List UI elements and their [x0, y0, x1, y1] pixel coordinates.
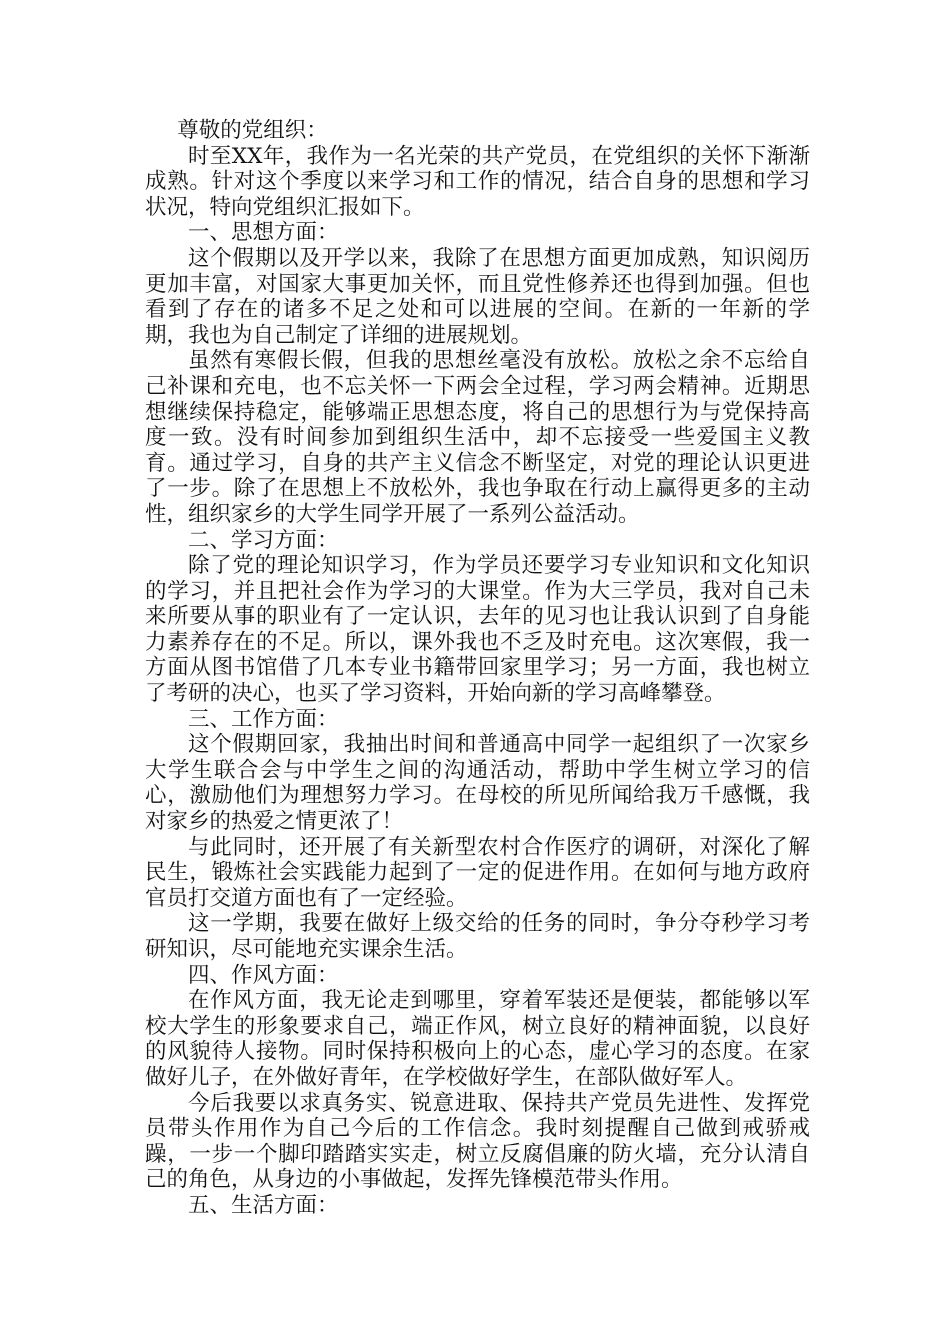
section-heading-style: 四、作风方面： — [188, 962, 339, 988]
intro-paragraph: 时至XX年，我作为一名光荣的共产党员，在党组织的关怀下渐渐成熟。针对这个季度以来学习和工作的情况，结合自身的思想和学习状况，特向党组织汇报如下。 — [145, 143, 810, 220]
work-paragraph-1: 这个假期回家，我抽出时间和普通高中同学一起组织了一次家乡大学生联合会与中学生之间的沟通活动，帮助中学生树立学习的信心，激励他们为理想努力学习。在母校的所见所闻给我万千感慨，我对家乡的热爱之情更浓了！ — [145, 732, 810, 835]
thought-paragraph-1: 这个假期以及开学以来，我除了在思想方面更加成熟，知识阅历更加丰富，对国家大事更加关怀，而且党性修养还也得到加强。但也看到了存在的诸多不足之处和可以进展的空间。在新的一年新的学期，我也为自己制定了详细的进展规划。 — [145, 245, 810, 348]
section-heading-work: 三、工作方面： — [188, 706, 339, 732]
section-heading-thought: 一、思想方面： — [188, 220, 339, 246]
thought-paragraph-2: 虽然有寒假长假，但我的思想丝毫没有放松。放松之余不忘给自己补课和充电，也不忘关怀一下两会全过程，学习两会精神。近期思想继续保持稳定，能够端正思想态度，将自己的思想行为与党保持高度一致。没有时间参加到组织生活中，却不忘接受一些爱国主义教育。通过学习，自身的共产主义信念不断坚定，对党的理论认识更进了一步。除了在思想上不放松外，我也争取在行动上赢得更多的主动性，组织家乡的大学生同学开展了一系列公益活动。 — [145, 348, 810, 527]
style-paragraph-1: 在作风方面，我无论走到哪里，穿着军装还是便装，都能够以军校大学生的形象要求自己，端正作风，树立良好的精神面貌，以良好的风貌待人接物。同时保持积极向上的心态，虚心学习的态度。在家做好儿子，在外做好青年，在学校做好学生，在部队做好军人。 — [145, 988, 810, 1090]
work-paragraph-2: 与此同时，还开展了有关新型农村合作医疗的调研，对深化了解民生，锻炼社会实践能力起到了一定的促进作用。在如何与地方政府官员打交道方面也有了一定经验。 — [145, 834, 810, 911]
section-heading-study: 二、学习方面： — [188, 527, 339, 553]
section-heading-life: 五、生活方面： — [188, 1192, 339, 1218]
salutation: 尊敬的党组织： — [177, 118, 328, 143]
study-paragraph: 除了党的理论知识学习，作为学员还要学习专业知识和文化知识的学习，并且把社会作为学习的大课堂。作为大三学员，我对自己未来所要从事的职业有了一定认识，去年的见习也让我认识到了自身能力素养存在的不足。所以，课外我也不乏及时充电。这次寒假，我一方面从图书馆借了几本专业书籍带回家里学习；另一方面，我也树立了考研的决心，也买了学习资料，开始向新的学习高峰攀登。 — [145, 553, 810, 707]
style-paragraph-2: 今后我要以求真务实、锐意进取、保持共产党员先进性、发挥党员带头作用作为自己今后的工作信念。我时刻提醒自己做到戒骄戒躁，一步一个脚印踏踏实实走，树立反腐倡廉的防火墙，充分认清自己的角色，从身边的小事做起，发挥先锋模范带头作用。 — [145, 1090, 810, 1193]
work-paragraph-3: 这一学期，我要在做好上级交给的任务的同时，争分夺秒学习考研知识，尽可能地充实课余生活。 — [145, 911, 810, 962]
document-body — [145, 118, 810, 1219]
